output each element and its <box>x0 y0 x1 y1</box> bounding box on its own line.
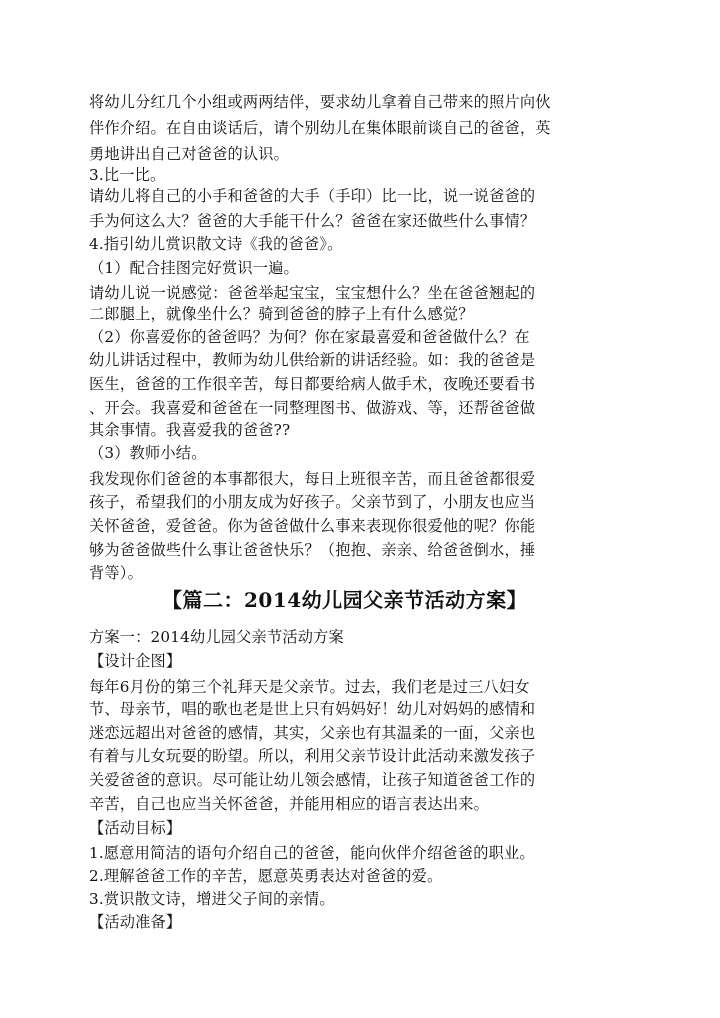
paragraph-line: 、开会。我喜爱和爸爸在一同整理图书、做游戏、等，还帮爸爸做 <box>89 399 536 417</box>
section-heading: 【篇二：2014幼儿园父亲节活动方案】 <box>162 588 528 612</box>
paragraph-line: 迷恋远超出对爸爸的感情，其实，父亲也有其温柔的一面，父亲也 <box>89 724 536 742</box>
step-3-title: 3.比一比。 <box>89 166 166 184</box>
paragraph-line: 请幼儿说一说感觉：爸爸举起宝宝，宝宝想什么？坐在爸爸翘起的 <box>89 284 536 302</box>
paragraph-line: 将幼儿分红几个小组或两两结伴，要求幼儿拿着自己带来的照片向伙 <box>89 93 551 111</box>
sub-item-3-title: （3）教师小结。 <box>89 444 207 462</box>
goal-item: 2.理解爸爸工作的辛苦，愿意英勇表达对爸爸的爱。 <box>89 867 443 885</box>
step-4-title: 4.指引幼儿赏识散文诗《我的爸爸》。 <box>89 235 343 253</box>
plan-title: 方案一：2014幼儿园父亲节活动方案 <box>89 628 344 646</box>
design-intent-label: 【设计企图】 <box>89 652 182 670</box>
paragraph-line: 有着与儿女玩耍的盼望。所以，利用父亲节设计此活动来激发孩子 <box>89 747 536 765</box>
paragraph-line: 节、母亲节，唱的歌也老是世上只有妈妈好！幼儿对妈妈的感情和 <box>89 700 536 718</box>
paragraph-line: 其余事情。我喜爱我的爸爸?? <box>89 421 291 439</box>
sub-item-1-title: （1）配合挂图完好赏识一遍。 <box>89 259 299 277</box>
activity-goal-label: 【活动目标】 <box>89 819 182 837</box>
paragraph-line: 我发现你们爸爸的本事都很大，每日上班很辛苦，而且爸爸都很爱 <box>89 470 536 488</box>
activity-prep-label: 【活动准备】 <box>89 913 182 931</box>
paragraph-line: 二郎腿上，就像坐什么？骑到爸爸的脖子上有什么感觉？ <box>89 305 474 323</box>
paragraph-line: 勇地讲出自己对爸爸的认识。 <box>89 145 290 163</box>
paragraph-line: 够为爸爸做些什么事让爸爸快乐？（抱抱、亲亲、给爸爸倒水，捶 <box>89 541 536 559</box>
paragraph-line: 背等）。 <box>89 564 143 582</box>
paragraph-line: 幼儿讲话过程中，教师为幼儿供给新的讲话经验。如：我的爸爸是 <box>89 351 536 369</box>
paragraph-line: 伴作介绍。在自由谈话后，请个别幼儿在集体眼前谈自己的爸爸，英 <box>89 119 551 137</box>
goal-item: 1.愿意用简洁的语句介绍自己的爸爸，能向伙伴介绍爸爸的职业。 <box>89 844 535 862</box>
paragraph-line: 关爱爸爸的意识。尽可能让幼儿领会感情，让孩子知道爸爸工作的 <box>89 771 536 789</box>
paragraph-line: 孩子，希望我们的小朋友成为好孩子。父亲节到了，小朋友也应当 <box>89 493 536 511</box>
paragraph-line: 关怀爸爸，爱爸爸。你为爸爸做什么事来表现你很爱他的呢？你能 <box>89 517 536 535</box>
paragraph-line: 每年6月份的第三个礼拜天是父亲节。过去，我们老是过三八妇女 <box>89 678 530 696</box>
paragraph-line: （2）你喜爱你的爸爸吗？为何？你在家最喜爱和爸爸做什么？在 <box>89 328 530 346</box>
goal-item: 3.赏识散文诗，增进父子间的亲情。 <box>89 890 335 908</box>
paragraph-line: 辛苦，自己也应当关怀爸爸，并能用相应的语言表达出来。 <box>89 795 490 813</box>
paragraph-line: 医生，爸爸的工作很辛苦，每日都要给病人做手术，夜晚还要看书 <box>89 375 536 393</box>
paragraph-line: 请幼儿将自己的小手和爸爸的大手（手印）比一比，说一说爸爸的 <box>89 187 536 205</box>
paragraph-line: 手为何这么大？爸爸的大手能干什么？爸爸在家还做些什么事情？ <box>89 212 536 230</box>
